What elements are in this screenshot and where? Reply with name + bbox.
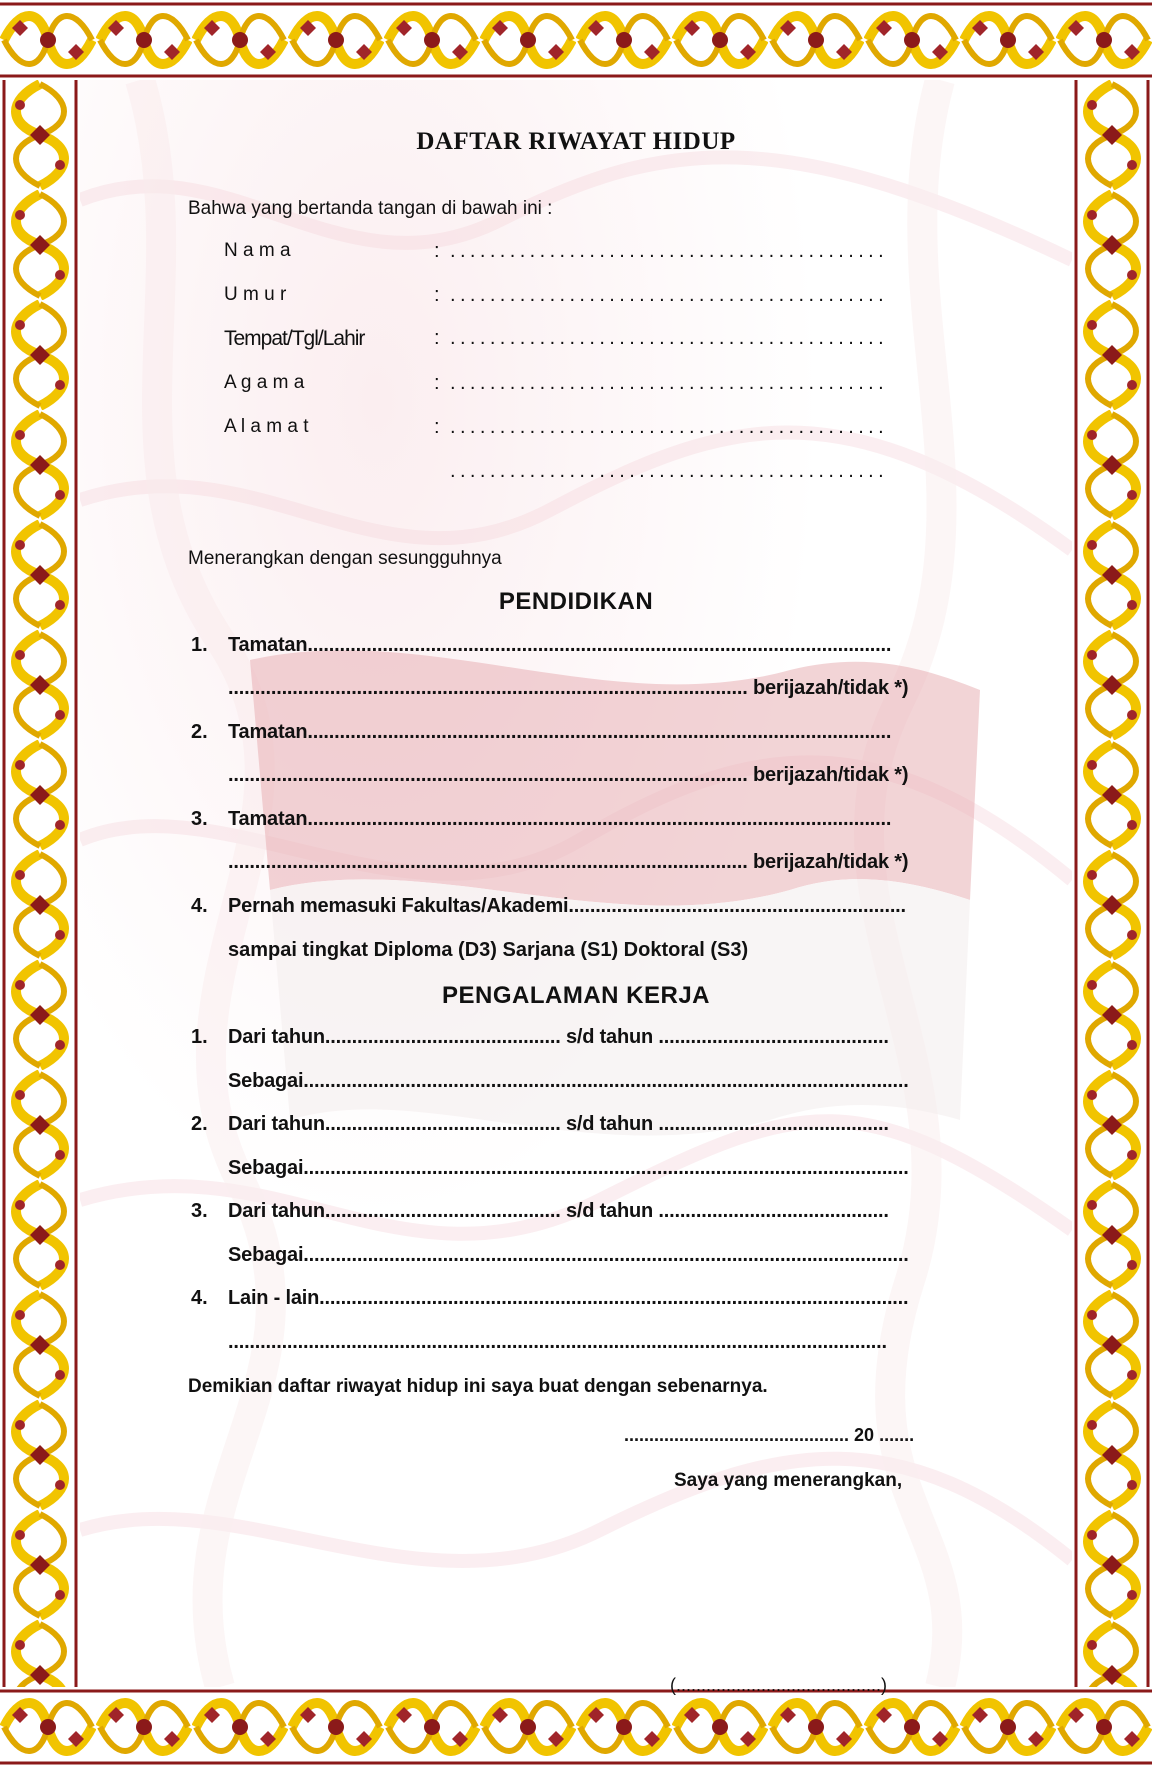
signature-line[interactable]: (.........................................) [670,1675,888,1695]
identity-label: A g a m a [224,372,305,393]
identity-field[interactable]: ............................................ [450,240,889,262]
item-line[interactable]: Tamatan............................................................................................................. [228,721,892,743]
identity-colon: : [434,327,440,349]
item-line[interactable]: ................................................................................................. berijazah/tidak *) [228,851,909,873]
item-number: 2. [191,721,208,743]
item-line: sampai tingkat Diploma (D3) Sarjana (S1) Doktoral (S3) [228,939,749,961]
date-line[interactable]: ............................................. 20 ....... [624,1425,915,1445]
education-heading: PENDIDIKAN [498,588,654,615]
identity-label: A l a m a t [224,416,309,437]
identity-field[interactable]: ............................................ [450,416,889,438]
item-number: 3. [191,808,208,830]
statement-text: Menerangkan dengan sesungguhnya [188,548,502,569]
item-line[interactable]: Tamatan............................................................................................................. [228,634,892,656]
item-number: 1. [191,634,208,656]
item-line[interactable]: Dari tahun............................................ s/d tahun ........................................... [228,1200,889,1222]
item-number: 4. [191,895,208,917]
identity-colon: : [434,372,440,394]
item-line[interactable]: Tamatan............................................................................................................. [228,808,892,830]
identity-label: Tempat/Tgl/Lahir [224,327,365,350]
intro-text: Bahwa yang bertanda tangan di bawah ini : [188,198,553,219]
item-line[interactable]: Pernah memasuki Fakultas/Akademi............................................................... [228,895,906,917]
item-line[interactable]: ................................................................................................. berijazah/tidak *) [228,764,909,786]
closing-text: Demikian daftar riwayat hidup ini saya buat dengan sebenarnya. [188,1376,768,1397]
identity-colon: : [434,284,440,306]
item-line[interactable]: Sebagai................................................................................................................. [228,1244,909,1266]
item-number: 4. [191,1287,208,1309]
item-line[interactable]: Sebagai................................................................................................................. [228,1157,909,1179]
identity-label: U m u r [224,284,287,305]
experience-heading: PENGALAMAN KERJA [441,982,710,1009]
item-line[interactable]: Sebagai................................................................................................................. [228,1070,909,1092]
signer-label: Saya yang menerangkan, [674,1470,903,1491]
identity-label: N a m a [224,240,291,261]
identity-colon: : [434,240,440,262]
item-line[interactable]: Dari tahun............................................ s/d tahun ........................................... [228,1113,889,1135]
item-line[interactable]: ........................................................................................................................... [228,1331,887,1353]
identity-colon: : [434,416,440,438]
item-number: 2. [191,1113,208,1135]
item-line[interactable]: Dari tahun............................................ s/d tahun ........................................... [228,1026,889,1048]
item-number: 3. [191,1200,208,1222]
identity-field[interactable]: ............................................ [450,327,889,349]
item-line[interactable]: Lain - lain.............................................................................................................. [228,1287,909,1309]
identity-field[interactable]: ............................................ [450,284,889,306]
page-title: DAFTAR RIWAYAT HIDUP [416,128,736,155]
identity-field[interactable]: ............................................ [450,372,889,394]
item-line[interactable]: ................................................................................................. berijazah/tidak *) [228,677,909,699]
item-number: 1. [191,1026,208,1048]
address-extra-field[interactable]: ............................................ [450,460,889,482]
